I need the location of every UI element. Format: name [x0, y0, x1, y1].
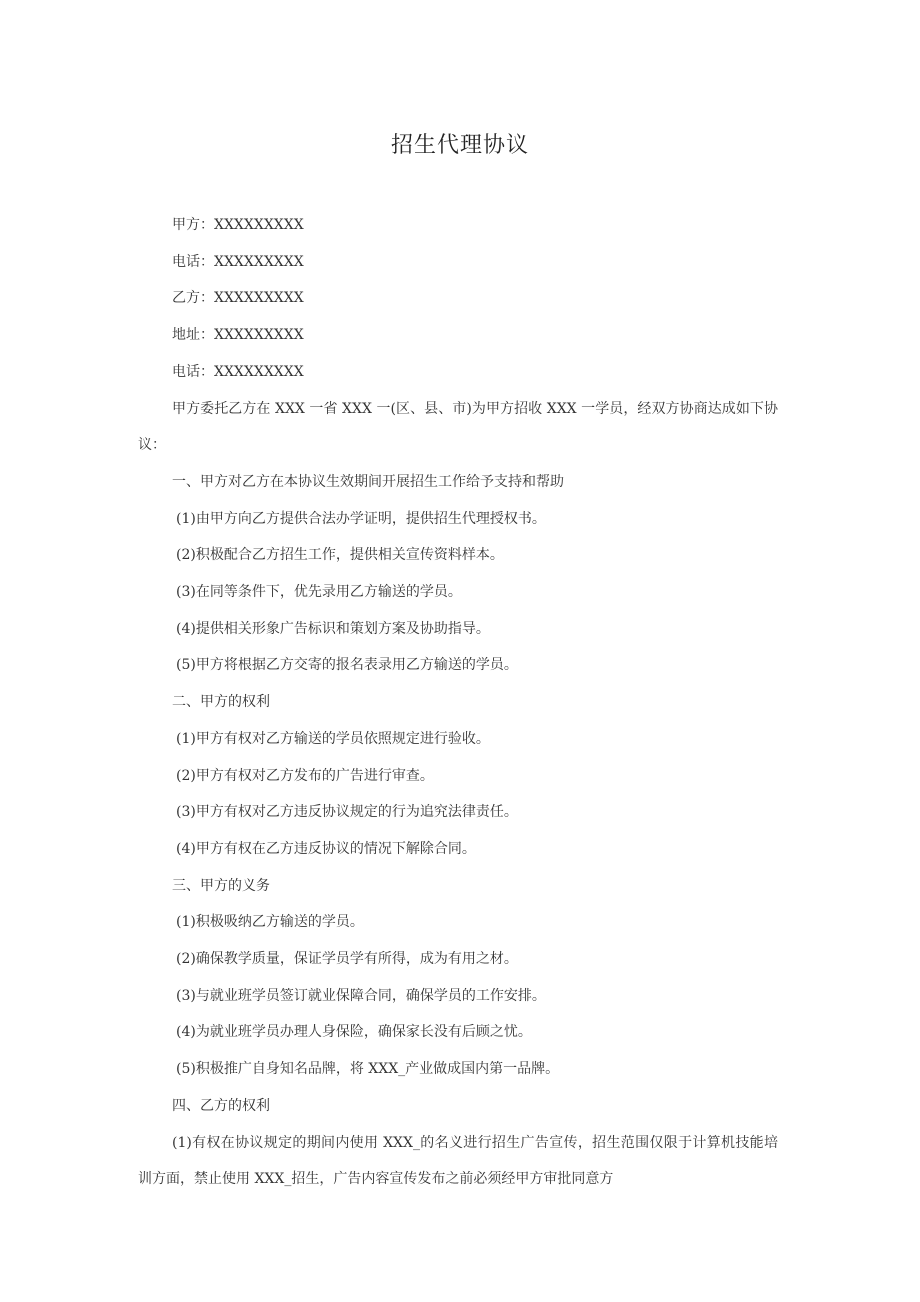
text-line: (3)与就业班学员签订就业保障合同，确保学员的工作安排。	[176, 987, 546, 1004]
text-line: 三、甲方的义务	[172, 877, 270, 894]
text-line: (4)提供相关形象广告标识和策划方案及协助指导。	[176, 620, 490, 637]
text-line: 二、甲方的权利	[172, 694, 270, 711]
text-line: 电话：XXXXXXXXX	[172, 363, 304, 380]
text-line: 地址：XXXXXXXXX	[172, 327, 304, 344]
text-line: (1)积极吸纳乙方输送的学员。	[176, 914, 364, 931]
text-line: 四、乙方的权利	[172, 1097, 270, 1114]
text-line: (3)甲方有权对乙方违反协议规定的行为追究法律责任。	[176, 804, 518, 821]
text-line: (2)积极配合乙方招生工作，提供相关宣传资料样本。	[176, 547, 504, 564]
text-line: 电话：XXXXXXXXX	[172, 253, 304, 270]
paragraph: (1)有权在协议规定的期间内使用 XXX_的名义进行招生广告宣传，招生范围仅限于计算机技能培训方面，禁止使用 XXX_招生，广告内容宣传发布之前必须经甲方审批同意方	[138, 1134, 778, 1188]
text-line: (3)在同等条件下，优先录用乙方输送的学员。	[176, 584, 462, 601]
text-line: (1)甲方有权对乙方输送的学员依照规定进行验收。	[176, 730, 490, 747]
text-line: (2)确保教学质量，保证学员学有所得，成为有用之材。	[176, 951, 518, 968]
text-line: 乙方：XXXXXXXXX	[172, 290, 304, 307]
text-line: (4)甲方有权在乙方违反协议的情况下解除合同。	[176, 840, 476, 857]
text-line: 一、甲方对乙方在本协议生效期间开展招生工作给予支持和帮助	[172, 473, 564, 490]
text-line: (4)为就业班学员办理人身保险，确保家长没有后顾之忧。	[176, 1024, 532, 1041]
paragraph: 甲方委托乙方在 XXX 一省 XXX 一(区、县、市)为甲方招收 XXX 一学员，经双方协商达成如下协议：	[138, 400, 778, 454]
text-line: (2)甲方有权对乙方发布的广告进行审查。	[176, 767, 434, 784]
text-line: 甲方：XXXXXXXXX	[172, 217, 304, 233]
text-line: (1)由甲方向乙方提供合法办学证明，提供招生代理授权书。	[176, 510, 546, 527]
text-line: (5)积极推广自身知名品牌，将 XXX_产业做成国内第一品牌。	[176, 1061, 560, 1078]
text-line: (5)甲方将根据乙方交寄的报名表录用乙方输送的学员。	[176, 657, 518, 674]
document-title: 招生代理协议	[390, 133, 529, 158]
document-body	[138, 207, 778, 1198]
